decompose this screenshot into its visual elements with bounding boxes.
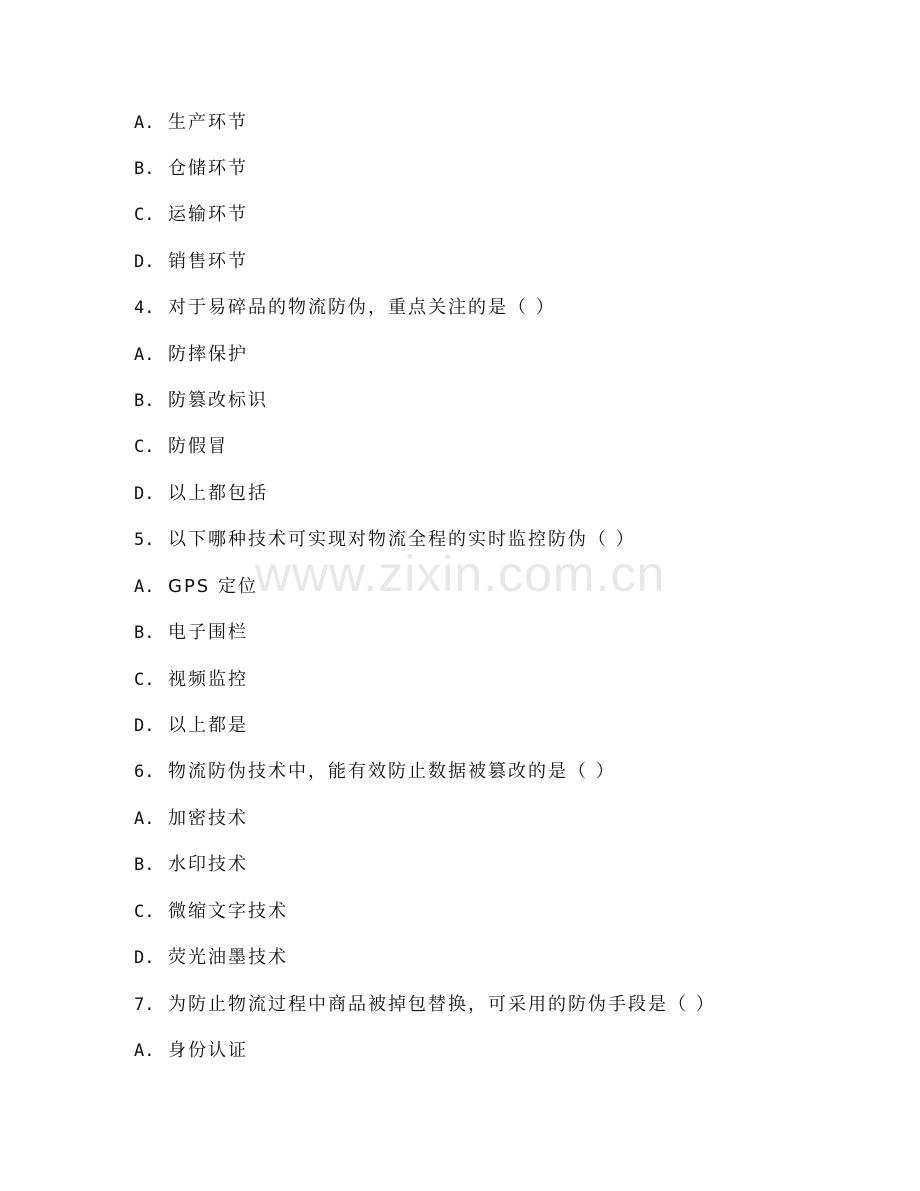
option-text: 以上都包括 — [168, 483, 268, 504]
option-label: C. — [134, 437, 155, 457]
option-text: 加密技术 — [168, 808, 248, 829]
option-label: A. — [134, 577, 155, 597]
option-line — [134, 107, 248, 139]
option-line — [134, 339, 248, 371]
option-text: 身份认证 — [168, 1040, 248, 1061]
option-label: C. — [134, 902, 155, 922]
option-line — [134, 571, 258, 603]
option-line — [134, 199, 248, 231]
question-number: 4. — [134, 298, 155, 318]
option-text: 荧光油墨技术 — [168, 947, 288, 968]
option-text: 微缩文字技术 — [168, 901, 288, 922]
option-label: D. — [134, 716, 155, 736]
option-line — [134, 385, 268, 417]
option-text: 销售环节 — [168, 251, 248, 272]
question-line — [134, 756, 616, 788]
option-text: 生产环节 — [168, 112, 248, 133]
option-text: 仓储环节 — [168, 158, 248, 179]
question-text: 物流防伪技术中，能有效防止数据被篡改的是（ ） — [168, 761, 616, 782]
option-line — [134, 664, 248, 696]
option-label: A. — [134, 113, 155, 133]
option-line — [134, 153, 248, 185]
option-line — [134, 478, 268, 510]
option-label: B. — [134, 855, 155, 875]
option-label: B. — [134, 159, 155, 179]
option-text: 视频监控 — [168, 669, 248, 690]
option-text: 运输环节 — [168, 204, 248, 225]
question-number: 6. — [134, 762, 155, 782]
option-label: A. — [134, 809, 155, 829]
option-label: D. — [134, 484, 155, 504]
option-label: D. — [134, 252, 155, 272]
option-text: 电子围栏 — [168, 622, 248, 643]
option-label: D. — [134, 948, 155, 968]
question-number: 5. — [134, 530, 155, 550]
option-line — [134, 896, 288, 928]
question-number: 7. — [134, 995, 155, 1015]
option-line — [134, 246, 248, 278]
option-text: 以上都是 — [168, 715, 248, 736]
option-label: B. — [134, 391, 155, 411]
option-text: 防篡改标识 — [168, 390, 268, 411]
option-label: C. — [134, 205, 155, 225]
option-line — [134, 849, 248, 881]
option-line — [134, 1035, 248, 1067]
question-text: 以下哪种技术可实现对物流全程的实时监控防伪（ ） — [168, 529, 636, 550]
option-label: B. — [134, 623, 155, 643]
question-text: 对于易碎品的物流防伪，重点关注的是（ ） — [168, 297, 556, 318]
option-label: A. — [134, 345, 155, 365]
option-line — [134, 710, 248, 742]
question-line — [134, 292, 556, 324]
question-line — [134, 989, 716, 1021]
option-line — [134, 431, 228, 463]
option-text: 防假冒 — [168, 436, 228, 457]
question-line — [134, 524, 636, 556]
option-text: 水印技术 — [168, 854, 248, 875]
option-text: 防摔保护 — [168, 344, 248, 365]
option-line — [134, 942, 288, 974]
option-label: A. — [134, 1041, 155, 1061]
option-line — [134, 617, 248, 649]
option-line — [134, 803, 248, 835]
watermark: www.zixin.com.cn — [254, 546, 666, 602]
option-label: C. — [134, 670, 155, 690]
question-text: 为防止物流过程中商品被掉包替换，可采用的防伪手段是（ ） — [168, 994, 716, 1015]
option-text: GPS 定位 — [168, 576, 258, 597]
